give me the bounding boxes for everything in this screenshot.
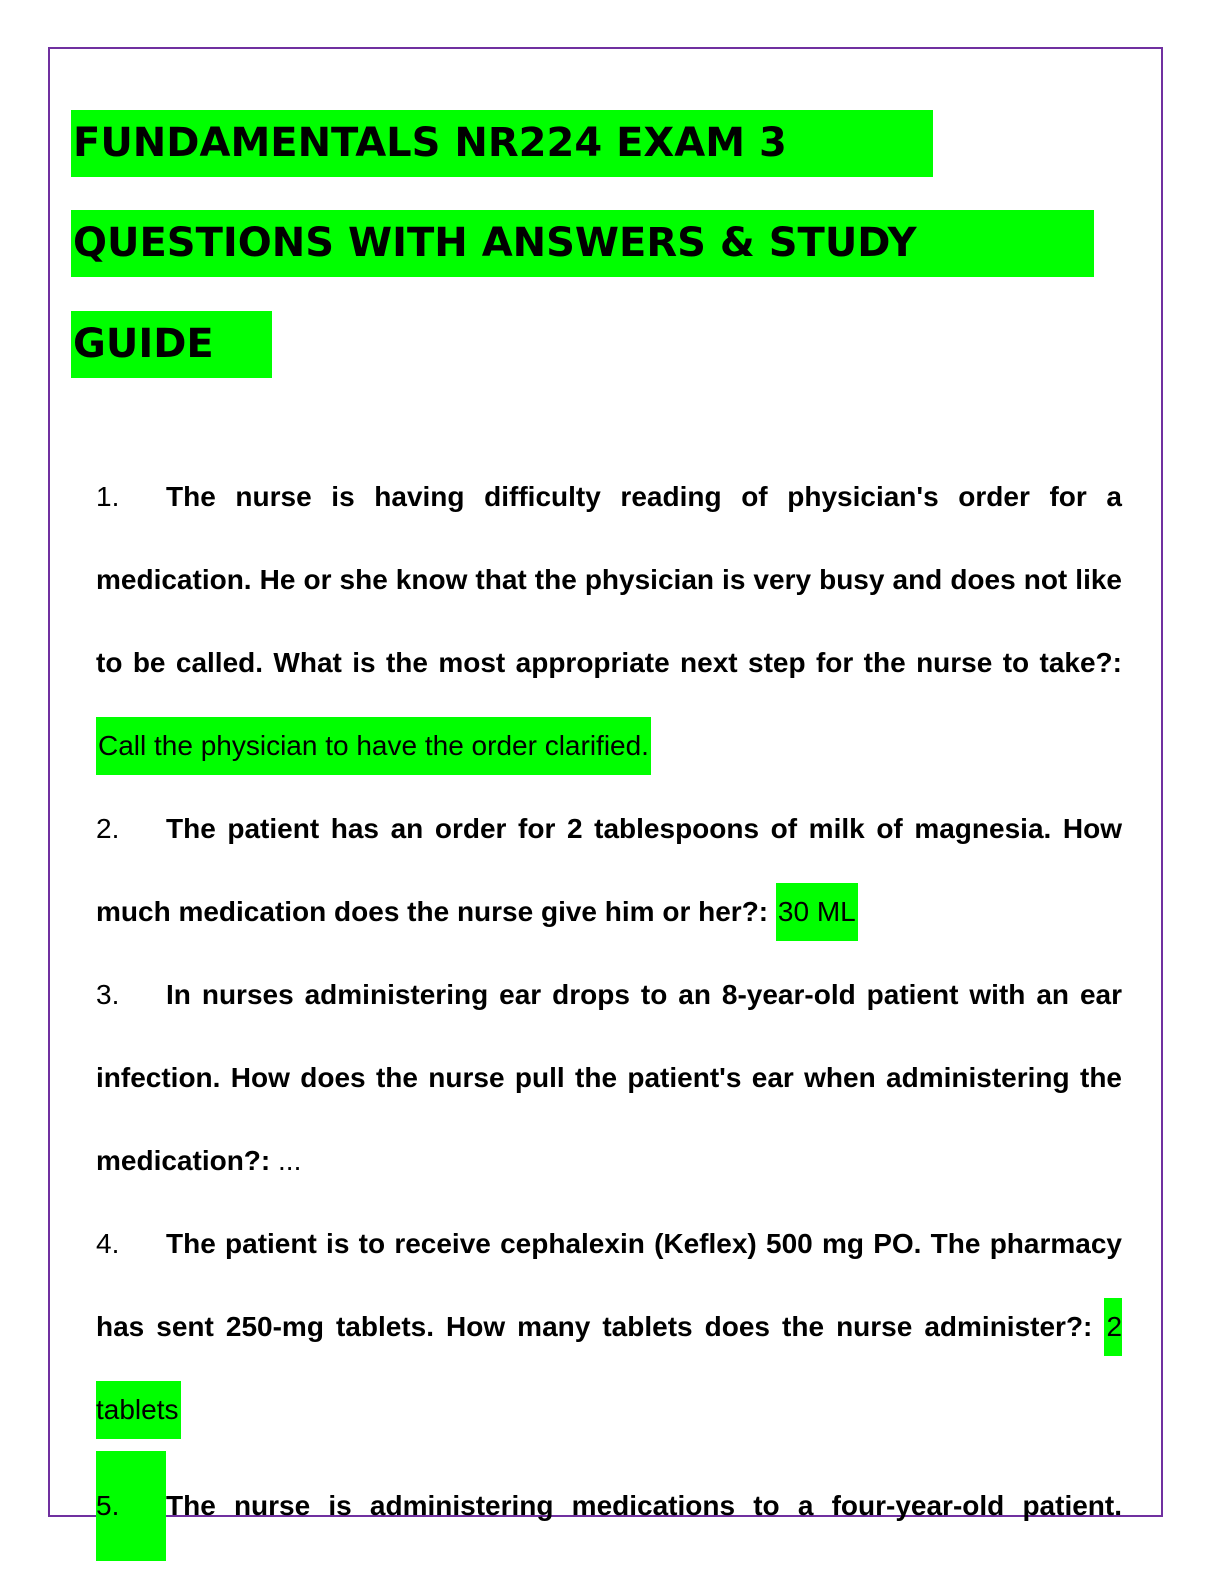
title-line-3 — [71, 311, 272, 378]
question-2-number: 2. — [96, 813, 120, 844]
question-2 — [96, 787, 1122, 953]
question-3-answer: ... — [278, 1145, 302, 1176]
question-1 — [96, 455, 1122, 787]
title-line-1-text: FUNDAMENTALS NR224 EXAM 3 — [73, 120, 787, 166]
question-3-text: In nurses administering ear drops to an 8-year-old patient with an ear infection. How does the nurse pull the patient's ear when administering the medication?: — [96, 979, 1122, 1176]
question-5-number: 5. — [96, 1451, 166, 1561]
question-2-text: The patient has an order for 2 tablespoons of milk of magnesia. How much medication does the nurse give him or her?: — [96, 813, 1122, 927]
question-5 — [96, 1451, 1122, 1561]
question-5-text: The nurse is administering medications to a four-year-old patient. — [166, 1490, 1122, 1521]
question-1-text: The nurse is having difficulty reading of physician's order for a medication. He or she know that the physician is very busy and does not like to be called. What is the most appropriate next step for the nurse to take?: — [96, 481, 1122, 678]
question-2-answer: 30 ML — [776, 883, 858, 941]
question-4 — [96, 1202, 1122, 1451]
question-4-number: 4. — [96, 1228, 120, 1259]
question-4-text: The patient is to receive cephalexin (Keflex) 500 mg PO. The pharmacy has sent 250-mg tablets. How many tablets does the nurse administer?: — [96, 1228, 1122, 1342]
question-3 — [96, 953, 1122, 1202]
question-4-answer: 2 tablets — [96, 1298, 1122, 1439]
title-line-2-text: QUESTIONS WITH ANSWERS & STUDY — [73, 220, 917, 266]
title-line-3-text: GUIDE — [73, 321, 214, 367]
title-line-1 — [71, 110, 933, 177]
question-1-number: 1. — [96, 481, 120, 512]
question-3-number: 3. — [96, 979, 120, 1010]
question-1-answer: Call the physician to have the order clarified. — [96, 717, 651, 775]
title-line-2 — [71, 210, 1094, 277]
